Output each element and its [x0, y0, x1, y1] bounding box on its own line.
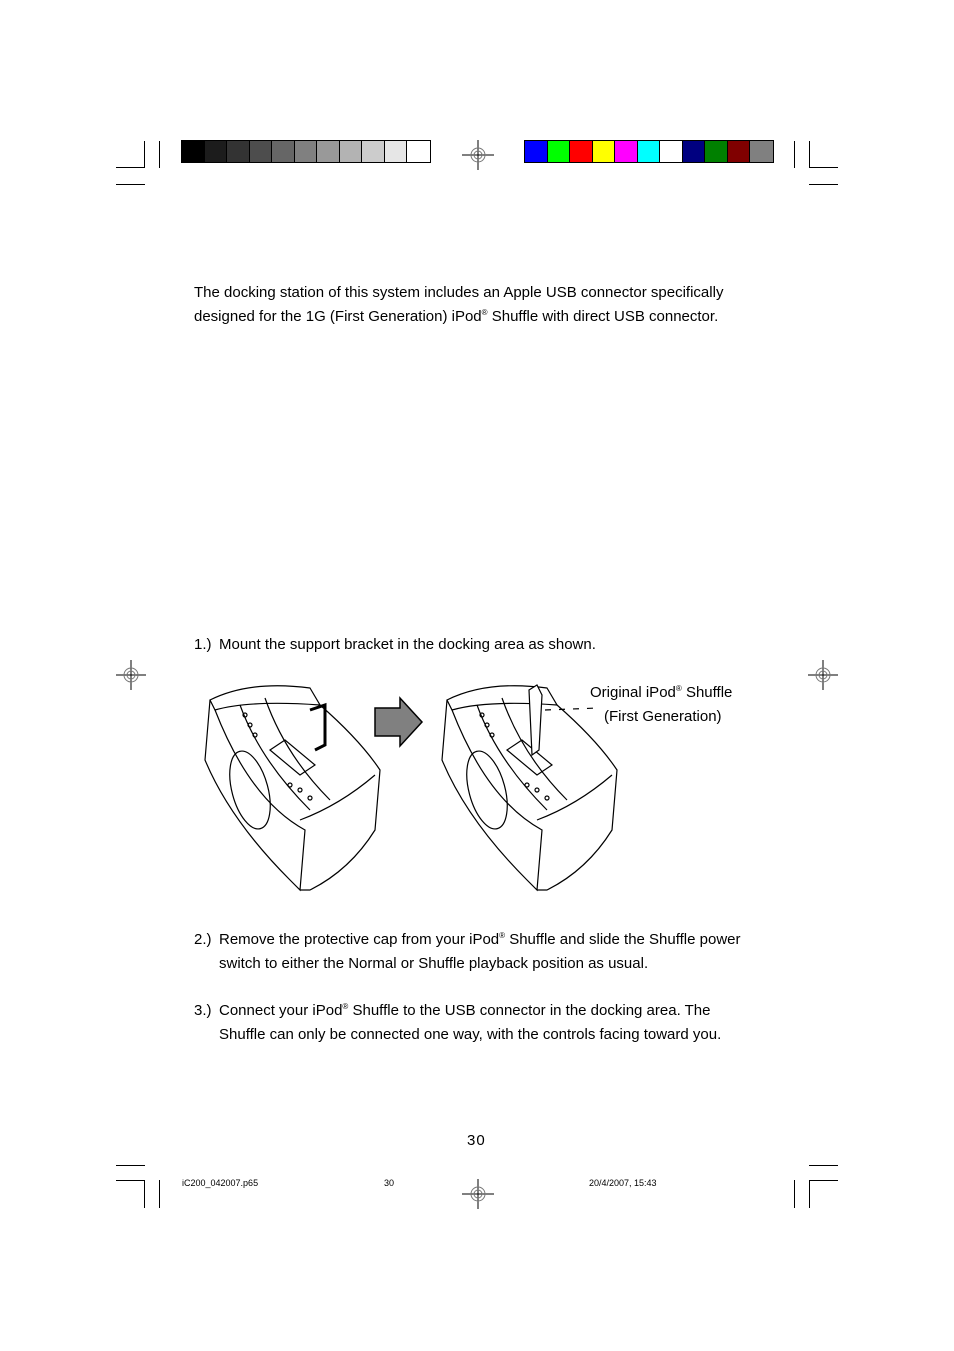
crop-mark: [116, 184, 145, 185]
callout-text: Shuffle: [681, 684, 733, 701]
color-swatch: [205, 141, 228, 162]
crop-mark: [809, 1165, 838, 1166]
callout-line-2: (First Generation): [604, 708, 722, 725]
color-bar: [524, 140, 774, 163]
crop-mark: [116, 1180, 145, 1181]
color-swatch: [295, 141, 318, 162]
color-swatch: [728, 141, 751, 162]
step-2-line-1: [219, 928, 741, 952]
intro-text: designed for the 1G (First Generation) iPod: [194, 308, 482, 325]
footer-page: 30: [384, 1178, 395, 1188]
registered-mark: ®: [675, 684, 682, 693]
color-swatch: [362, 141, 385, 162]
step-text: Connect your iPod: [219, 1002, 343, 1019]
crop-mark: [809, 1180, 810, 1208]
step-3-number: 3.): [194, 1002, 212, 1019]
color-swatch: [638, 141, 661, 162]
color-swatch: [250, 141, 273, 162]
crop-mark: [116, 1165, 145, 1166]
callout-text: Original iPod: [590, 684, 676, 701]
color-swatch: [407, 141, 430, 162]
step-text: Shuffle to the USB connector in the docking area. The: [348, 1002, 711, 1019]
crop-mark: [159, 1180, 160, 1208]
color-swatch: [182, 141, 205, 162]
registered-mark: ®: [481, 308, 488, 317]
step-1-text: Mount the support bracket in the docking area as shown.: [219, 636, 596, 653]
dock-before-illustration: [205, 686, 380, 890]
intro-text: Shuffle with direct USB connector.: [487, 308, 719, 325]
color-swatch: [705, 141, 728, 162]
intro-line-1: The docking station of this system includes an Apple USB connector specifically: [194, 284, 724, 301]
step-2-number: 2.): [194, 931, 212, 948]
color-swatch: [593, 141, 616, 162]
crop-mark: [794, 1180, 795, 1208]
color-swatch: [317, 141, 340, 162]
registration-target-icon: [462, 140, 494, 170]
color-swatch: [660, 141, 683, 162]
color-swatch: [570, 141, 593, 162]
color-swatch: [227, 141, 250, 162]
step-2-line-2: switch to either the Normal or Shuffle playback position as usual.: [219, 955, 649, 972]
color-swatch: [272, 141, 295, 162]
callout-leader: [545, 708, 598, 710]
crop-mark: [794, 141, 795, 168]
crop-mark: [809, 1180, 838, 1181]
color-swatch: [548, 141, 571, 162]
step-text: Remove the protective cap from your iPod: [219, 931, 500, 948]
footer-datetime: 20/4/2007, 15:43: [589, 1178, 657, 1188]
color-swatch: [385, 141, 408, 162]
registration-target-icon: [462, 1179, 494, 1209]
registered-mark: ®: [342, 1002, 349, 1011]
registration-target-icon: [116, 660, 146, 690]
crop-mark: [144, 141, 145, 168]
color-swatch: [340, 141, 363, 162]
color-swatch: [615, 141, 638, 162]
color-swatch: [683, 141, 706, 162]
step-text: Shuffle and slide the Shuffle power: [505, 931, 741, 948]
page-number: 30: [467, 1132, 486, 1149]
crop-mark: [809, 184, 838, 185]
crop-mark: [144, 1180, 145, 1208]
intro-line-2: [194, 305, 718, 329]
step-1-number: 1.): [194, 636, 212, 653]
dock-after-illustration: [442, 685, 617, 890]
crop-mark: [159, 141, 160, 168]
arrow-right-icon: [375, 698, 422, 746]
crop-mark: [809, 167, 838, 168]
ipod-shuffle: [529, 685, 542, 755]
callout-line-1: [590, 681, 732, 705]
registered-mark: ®: [499, 931, 506, 940]
docking-station-illustration: [190, 680, 630, 900]
registration-target-icon: [808, 660, 838, 690]
step-3-line-2: Shuffle can only be connected one way, with the controls facing toward you.: [219, 1026, 722, 1043]
crop-mark: [809, 141, 810, 168]
footer-filename: iC200_042007.p65: [182, 1178, 259, 1188]
color-swatch: [525, 141, 548, 162]
grayscale-bar: [181, 140, 431, 163]
color-swatch: [750, 141, 773, 162]
step-3-line-1: [219, 999, 711, 1023]
crop-mark: [116, 167, 145, 168]
